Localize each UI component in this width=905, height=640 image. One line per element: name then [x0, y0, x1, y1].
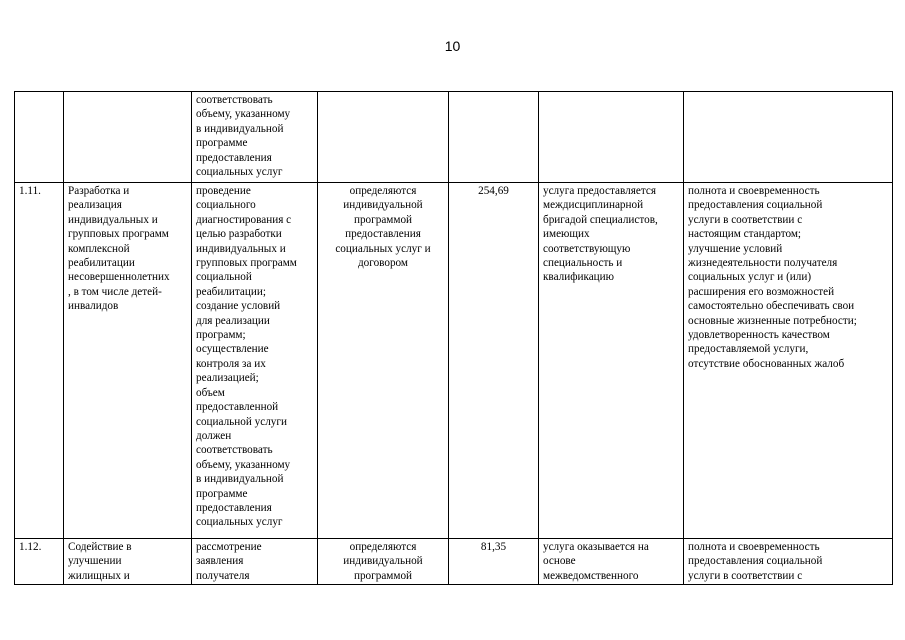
cell-quality-indicators [684, 92, 893, 183]
cell-conditions: услуга предоставляется междисциплинарной бригадой специалистов, имеющих соответствующую специальность и квалификацию [539, 183, 684, 539]
table-row [15, 183, 893, 539]
cell-service-content: рассмотрение заявления получателя [192, 539, 318, 585]
cell-provision-terms: определяются индивидуальной программой [318, 539, 449, 585]
cell-quality-indicators: полнота и своевременность предоставления социальной услуги в соответствии с настоящим стандартом; улучшение условий жизнедеятельности получателя социальных услуг и (или) расширения его возможностей самостоятельно обеспечивать свои основные жизненные потребности; удовлетворенность качеством предоставляемой услуги, отсутствие обоснованных жалоб [684, 183, 893, 539]
cell-number [15, 92, 64, 183]
table-row [15, 92, 893, 183]
cell-service-name: Разработка и реализация индивидуальных и групповых программ комплексной реабилитации несовершеннолетних , в том числе детей- инвалидов [64, 183, 192, 539]
cell-quality-indicators: полнота и своевременность предоставления социальной услуги в соответствии с [684, 539, 893, 585]
cell-conditions [539, 92, 684, 183]
page-number: 10 [444, 38, 461, 54]
cell-service-content: соответствовать объему, указанному в индивидуальной программе предоставления социальных услуг [192, 92, 318, 183]
cell-price: 254,69 [449, 183, 539, 539]
cell-number: 1.11. [15, 183, 64, 539]
cell-service-content: проведение социального диагностирования с целью разработки индивидуальных и групповых программ социальной реабилитации; создание условий для реализации программ; осуществление контроля за их реализацией; объем предоставленной социальной услуги должен соответствовать объему, указанному в индивидуальной программе предоставления социальных услуг [192, 183, 318, 539]
cell-service-name: Содействие в улучшении жилищных и [64, 539, 192, 585]
cell-provision-terms: определяются индивидуальной программой предоставления социальных услуг и договором [318, 183, 449, 539]
services-table [14, 91, 893, 585]
cell-provision-terms [318, 92, 449, 183]
table-row [15, 539, 893, 585]
cell-price [449, 92, 539, 183]
cell-service-name [64, 92, 192, 183]
cell-number: 1.12. [15, 539, 64, 585]
cell-price: 81,35 [449, 539, 539, 585]
cell-conditions: услуга оказывается на основе межведомственного [539, 539, 684, 585]
